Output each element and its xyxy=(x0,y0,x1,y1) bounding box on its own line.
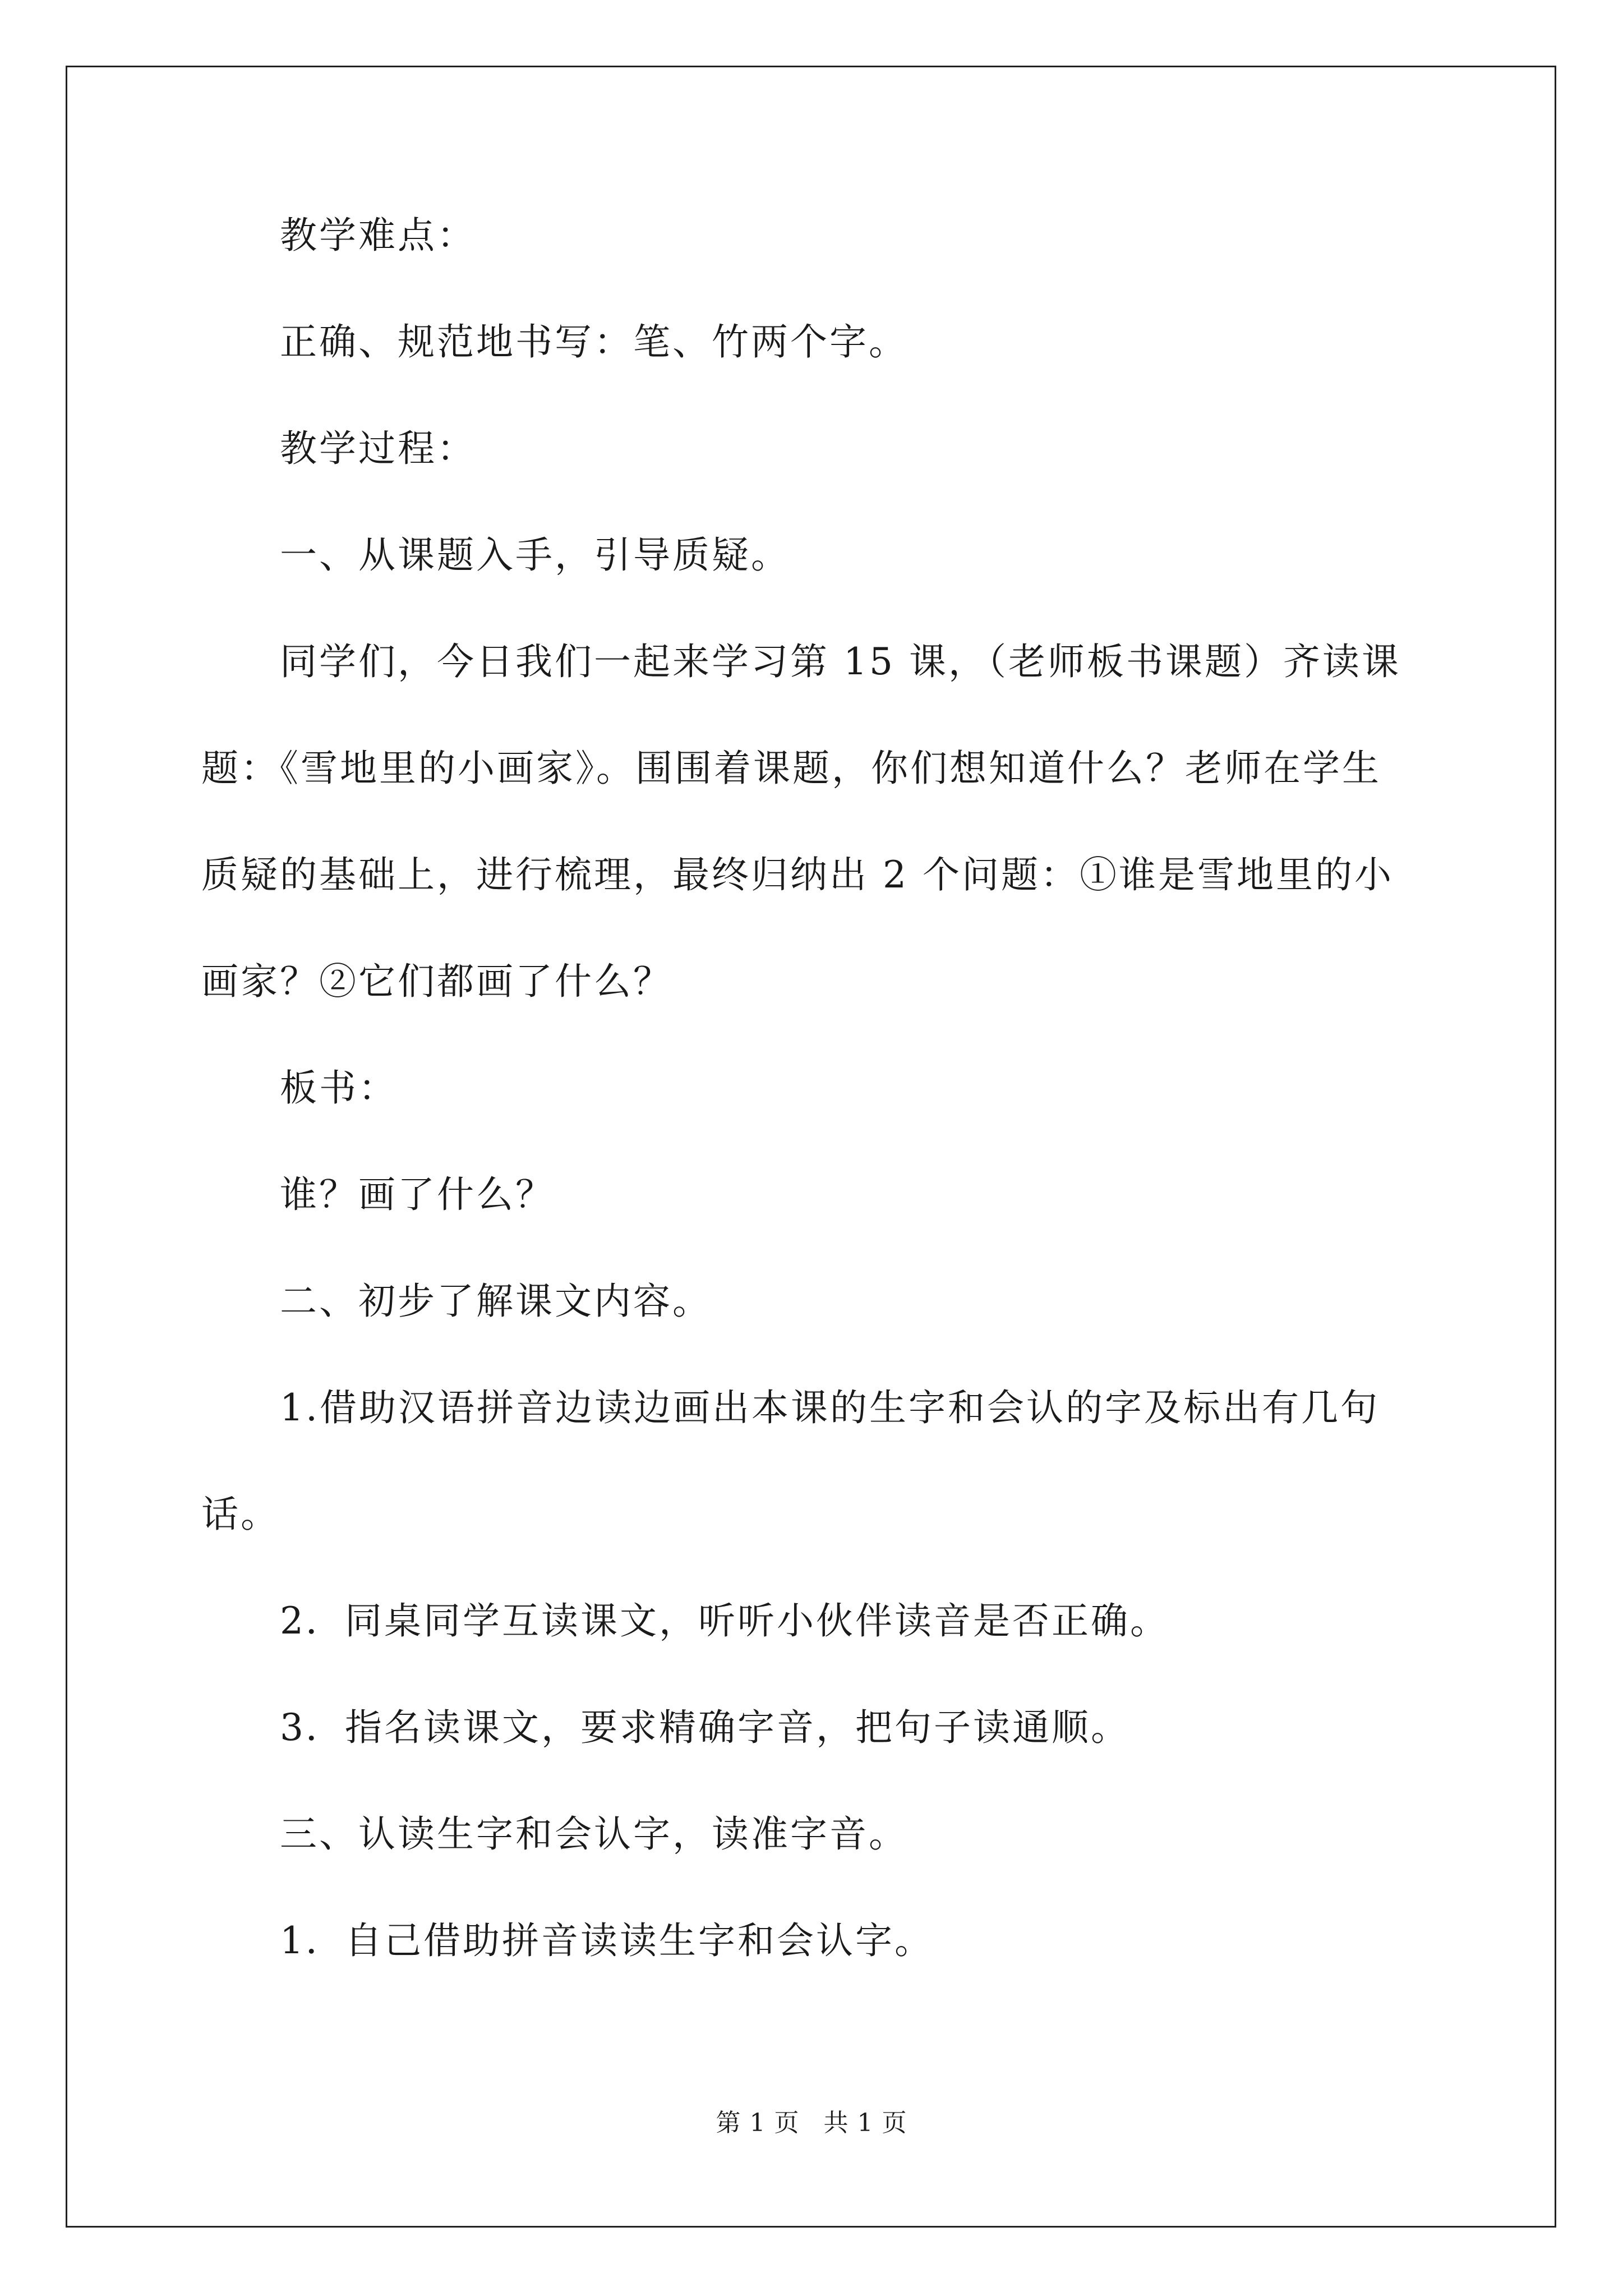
list-item: 2．同桌同学互读课文，听听小伙伴读音是否正确。 xyxy=(280,1599,1169,1642)
paragraph-difficulty-detail: 正确、规范地书写：笔、竹两个字。 xyxy=(280,320,908,364)
page-number: 第 1 页 xyxy=(716,2109,800,2137)
list-item-continuation: 话。 xyxy=(201,1493,280,1536)
section-heading-3: 三、认读生字和会认字，读准字音。 xyxy=(280,1812,908,1856)
heading-teaching-process: 教学过程： xyxy=(280,427,476,470)
board-writing-content: 谁？画了什么？ xyxy=(280,1173,555,1216)
heading-teaching-difficulty: 教学难点： xyxy=(280,214,476,257)
list-item: 1.借助汉语拼音边读边画出本课的生字和会认的字及标出有几句 xyxy=(280,1386,1380,1429)
page-total: 共 1 页 xyxy=(823,2109,907,2137)
paragraph-line: 同学们，今日我们一起来学习第 15 课，（老师板书课题）齐读课 xyxy=(280,640,1401,683)
list-item: 1．自己借助拼音读读生字和会认字。 xyxy=(280,1919,934,1962)
heading-board-writing: 板书： xyxy=(280,1066,398,1110)
paragraph-line: 题：《雪地里的小画家》。围围着课题，你们想知道什么？老师在学生 xyxy=(201,747,1381,790)
paragraph-line: 质疑的基础上，进行梳理，最终归纳出 2 个问题：①谁是雪地里的小 xyxy=(201,853,1394,896)
page-frame xyxy=(66,66,1556,2228)
page-footer xyxy=(0,2109,1623,2137)
section-heading-2: 二、初步了解课文内容。 xyxy=(280,1280,712,1323)
section-heading-1: 一、从课题入手，引导质疑。 xyxy=(280,533,790,577)
paragraph-line: 画家？②它们都画了什么？ xyxy=(201,960,672,1003)
list-item: 3．指名读课文，要求精确字音，把句子读通顺。 xyxy=(280,1706,1130,1749)
